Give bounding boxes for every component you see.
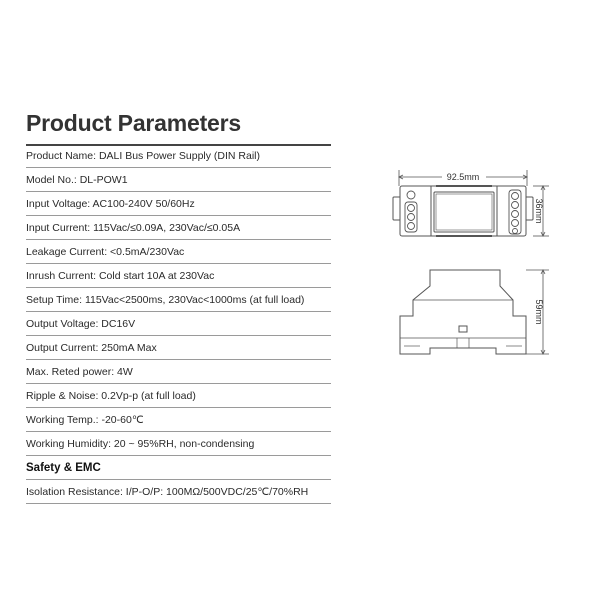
parameter-row: Working Temp.: -20-60℃ — [26, 408, 331, 432]
parameter-row: Isolation Resistance: I/P-O/P: 100MΩ/500VDC/25℃/70%RH — [26, 480, 331, 504]
parameter-row: Ripple & Noise: 0.2Vp-p (at full load) — [26, 384, 331, 408]
parameter-row: Output Current: 250mA Max — [26, 336, 331, 360]
parameter-row: Input Voltage: AC100-240V 50/60Hz — [26, 192, 331, 216]
parameter-row: Product Name: DALI Bus Power Supply (DIN Rail) — [26, 144, 331, 168]
section-heading: Safety & EMC — [26, 456, 331, 480]
parameter-row: Output Voltage: DC16V — [26, 312, 331, 336]
width-dimension-label: 92.5mm — [446, 172, 480, 182]
side-height-dimension-label: 59mm — [534, 299, 544, 325]
parameter-row: Leakage Current: <0.5mA/230Vac — [26, 240, 331, 264]
device-side-view — [400, 270, 526, 354]
parameter-row: Working Humidity: 20 ~ 95%RH, non-condensing — [26, 432, 331, 456]
page-title: Product Parameters — [26, 110, 241, 136]
parameter-row: Setup Time: 115Vac<2500ms, 230Vac<1000ms (at full load) — [26, 288, 331, 312]
front-height-dimension-label: 36mm — [534, 198, 544, 224]
right-terminal-block — [509, 190, 521, 234]
parameter-row: Model No.: DL-POW1 — [26, 168, 331, 192]
parameter-row: Max. Reted power: 4W — [26, 360, 331, 384]
parameter-row: Inrush Current: Cold start 10A at 230Vac — [26, 264, 331, 288]
parameter-row: Input Current: 115Vac/≤0.09A, 230Vac/≤0.05A — [26, 216, 331, 240]
